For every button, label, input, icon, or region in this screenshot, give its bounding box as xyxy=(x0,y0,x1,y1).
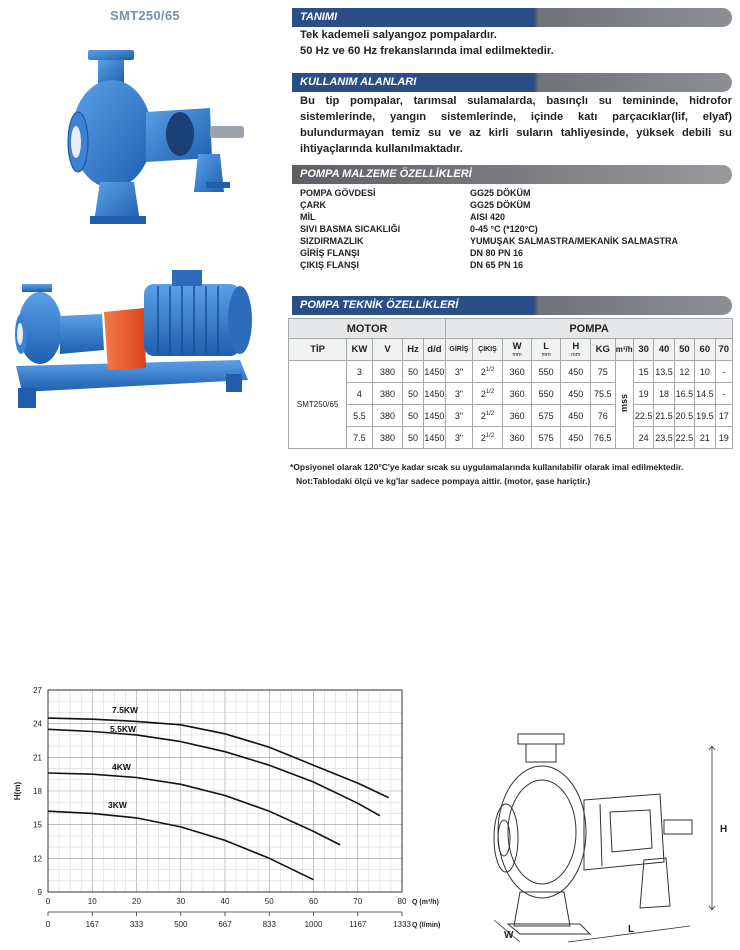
group-motor: MOTOR xyxy=(289,319,446,339)
group-pompa: POMPA xyxy=(446,319,733,339)
cell-h: 450 xyxy=(561,383,591,405)
cell-w: 360 xyxy=(503,427,532,449)
material-row: POMPA GÖVDESİ GG25 DÖKÜM xyxy=(300,188,531,198)
tip-cell: SMT250/65 xyxy=(289,361,347,449)
cell-giris: 3" xyxy=(446,383,473,405)
dim-l-label: L xyxy=(628,924,635,935)
cell-giris: 3" xyxy=(446,405,473,427)
col-v: V xyxy=(372,339,403,361)
cell-q: 13.5 xyxy=(654,361,674,383)
cell-kg: 76 xyxy=(591,405,615,427)
cell-h: 450 xyxy=(561,427,591,449)
y-tick-label: 12 xyxy=(33,854,42,864)
series-line xyxy=(48,718,389,798)
cell-l: 550 xyxy=(531,361,561,383)
dim-w-label: W xyxy=(504,930,514,941)
col-flow: 50 xyxy=(674,339,694,361)
cell-w: 360 xyxy=(503,361,532,383)
cell-hz: 50 xyxy=(403,405,423,427)
cell-w: 360 xyxy=(503,383,532,405)
cell-l: 575 xyxy=(531,427,561,449)
cell-dd: 1450 xyxy=(423,405,445,427)
y-axis-label: H(m) xyxy=(13,781,22,801)
cell-kw: 7.5 xyxy=(347,427,373,449)
material-row: SIZDIRMAZLIK YUMUŞAK SALMASTRA/MEKANİK SALMASTRA xyxy=(300,236,678,246)
y-tick-label: 18 xyxy=(33,787,42,796)
cell-hz: 50 xyxy=(403,427,423,449)
note-optional: *Opsiyonel olarak 120°C'ye kadar sıcak su uygulamalarında kullanılabilir olarak imal edilmektedir. xyxy=(290,462,684,472)
material-row: ÇARK GG25 DÖKÜM xyxy=(300,200,531,210)
col-flow-unit: m³/h xyxy=(615,339,633,361)
cell-cikis: $2^{1/2}$ xyxy=(472,383,503,405)
col-dd: d/d xyxy=(423,339,445,361)
cell-q: - xyxy=(715,383,732,405)
x-tick-label: 40 xyxy=(220,897,230,906)
section-header-tanimi: TANIMI xyxy=(292,8,732,27)
x-tick-label: 70 xyxy=(353,897,363,906)
material-row: SIVI BASMA SICAKLIĞI 0-45 °C (*120°C) xyxy=(300,224,538,234)
dimension-drawing xyxy=(480,720,730,948)
x-tick-label: 80 xyxy=(397,897,407,906)
cell-kg: 75.5 xyxy=(591,383,615,405)
performance-chart xyxy=(0,676,441,946)
cell-l: 550 xyxy=(531,383,561,405)
x-tick-label: 10 xyxy=(87,897,97,906)
cell-kw: 5.5 xyxy=(347,405,373,427)
cell-hz: 50 xyxy=(403,383,423,405)
cell-kw: 3 xyxy=(347,361,373,383)
y-tick-label: 24 xyxy=(33,719,42,729)
mss-cell: mss xyxy=(615,361,633,449)
cell-kg: 76.5 xyxy=(591,427,615,449)
y-tick-label: 21 xyxy=(33,753,42,763)
cell-v: 380 xyxy=(372,405,403,427)
table-row xyxy=(289,361,733,383)
cell-q: 19 xyxy=(633,383,653,405)
x2-tick-label: 1333 xyxy=(393,920,411,929)
dim-h-label: H xyxy=(720,824,728,835)
cell-giris: 3" xyxy=(446,361,473,383)
table-row xyxy=(289,383,733,405)
x2-tick-label: 333 xyxy=(129,920,144,929)
cell-giris: 3" xyxy=(446,427,473,449)
series-label: 5.5KW xyxy=(110,724,136,734)
x2-tick-label: 500 xyxy=(174,920,188,929)
x2-tick-label: 1167 xyxy=(349,920,367,929)
cell-l: 575 xyxy=(531,405,561,427)
cell-q: 18 xyxy=(654,383,674,405)
col-tip: TİP xyxy=(289,339,347,361)
col-h: H mm xyxy=(561,339,591,361)
cell-q: 23.5 xyxy=(654,427,674,449)
cell-q: 19 xyxy=(715,427,732,449)
cell-q: - xyxy=(715,361,732,383)
cell-dd: 1450 xyxy=(423,427,445,449)
col-giris: GİRİŞ xyxy=(446,339,473,361)
col-kw: KW xyxy=(347,339,373,361)
y-tick-label: 9 xyxy=(37,888,42,897)
y-tick-label: 27 xyxy=(33,686,42,695)
cell-q: 22.5 xyxy=(633,405,653,427)
col-l: L mm xyxy=(531,339,561,361)
y-tick-label: 15 xyxy=(33,820,42,830)
x-tick-label: 0 xyxy=(45,897,51,906)
cell-q: 20.5 xyxy=(674,405,694,427)
col-cikis: ÇIKIŞ xyxy=(472,339,503,361)
cell-q: 12 xyxy=(674,361,694,383)
note-dimensions: Not:Tablodaki ölçü ve kg'lar sadece pompaya aittir. (motor, şase hariçtir.) xyxy=(296,476,591,486)
tanimi-text: Tek kademeli salyangoz pompalardır. 50 Hz ve 60 Hz frekanslarında imal edilmektedir. xyxy=(300,29,554,57)
x-axis-label: Q (m³/h) xyxy=(412,899,439,906)
cell-q: 14.5 xyxy=(695,383,715,405)
cell-cikis: $2^{1/2}$ xyxy=(472,405,503,427)
col-hz: Hz xyxy=(403,339,423,361)
x-tick-label: 20 xyxy=(132,897,141,906)
spec-table xyxy=(288,318,733,449)
x2-tick-label: 1000 xyxy=(304,920,323,929)
series-label: 3KW xyxy=(108,800,127,810)
cell-kg: 75 xyxy=(591,361,615,383)
cell-dd: 1450 xyxy=(423,361,445,383)
series-line xyxy=(48,773,340,845)
x2-tick-label: 667 xyxy=(218,920,232,929)
material-row: GİRİŞ FLANŞI DN 80 PN 16 xyxy=(300,248,524,258)
col-w: W mm xyxy=(503,339,532,361)
col-flow: 60 xyxy=(695,339,715,361)
table-row xyxy=(289,427,733,449)
cell-q: 24 xyxy=(633,427,653,449)
cell-q: 10 xyxy=(695,361,715,383)
cell-q: 19.5 xyxy=(695,405,715,427)
pump-photo-top xyxy=(60,42,260,232)
cell-q: 21 xyxy=(695,427,715,449)
cell-kw: 4 xyxy=(347,383,373,405)
cell-h: 450 xyxy=(561,361,591,383)
x-tick-label: 30 xyxy=(176,897,186,906)
cell-q: 15 xyxy=(633,361,653,383)
x2-axis-label: Q (l/min) xyxy=(412,922,441,929)
cell-q: 17 xyxy=(715,405,732,427)
section-header-kullanim: KULLANIM ALANLARI xyxy=(292,73,732,92)
x2-tick-label: 167 xyxy=(85,920,99,929)
x2-tick-label: 833 xyxy=(262,920,276,929)
cell-v: 380 xyxy=(372,361,403,383)
cell-q: 22.5 xyxy=(674,427,694,449)
col-flow: 70 xyxy=(715,339,732,361)
cell-h: 450 xyxy=(561,405,591,427)
section-header-teknik: POMPA TEKNİK ÖZELLİKLERİ xyxy=(292,296,732,315)
cell-v: 380 xyxy=(372,383,403,405)
x-tick-label: 60 xyxy=(309,897,318,906)
cell-v: 380 xyxy=(372,427,403,449)
cell-cikis: $2^{1/2}$ xyxy=(472,427,503,449)
col-flow: 40 xyxy=(654,339,674,361)
series-label: 7.5KW xyxy=(112,705,138,715)
pump-photo-bottom xyxy=(12,270,257,415)
cell-hz: 50 xyxy=(403,361,423,383)
cell-dd: 1450 xyxy=(423,383,445,405)
cell-q: 21.5 xyxy=(654,405,674,427)
section-header-malzeme: POMPA MALZEME ÖZELLİKLERİ xyxy=(292,165,732,184)
col-flow: 30 xyxy=(633,339,653,361)
cell-cikis: $2^{1/2}$ xyxy=(472,361,503,383)
table-row xyxy=(289,405,733,427)
col-kg: KG xyxy=(591,339,615,361)
cell-q: 16.5 xyxy=(674,383,694,405)
cell-w: 360 xyxy=(503,405,532,427)
kullanim-text: Bu tip pompalar, tarımsal sulamalarda, basınçlı su temininde, hidrofor sistemlerinde, yangın sistemlerinde, içinde katı parçacıklar(lif, elyaf) bulundurmayan temiz su ve az kirli suların tahliyesinde, yüksek debili su ihtiyaçlarında kullanılmaktadır. xyxy=(300,95,732,155)
series-label: 4KW xyxy=(112,762,131,772)
material-row: MİL AISI 420 xyxy=(300,212,506,222)
x-tick-label: 50 xyxy=(264,897,274,906)
model-title: SMT250/65 xyxy=(110,8,180,23)
material-row: ÇIKIŞ FLANŞI DN 65 PN 16 xyxy=(300,260,524,270)
x2-tick-label: 0 xyxy=(45,920,51,929)
